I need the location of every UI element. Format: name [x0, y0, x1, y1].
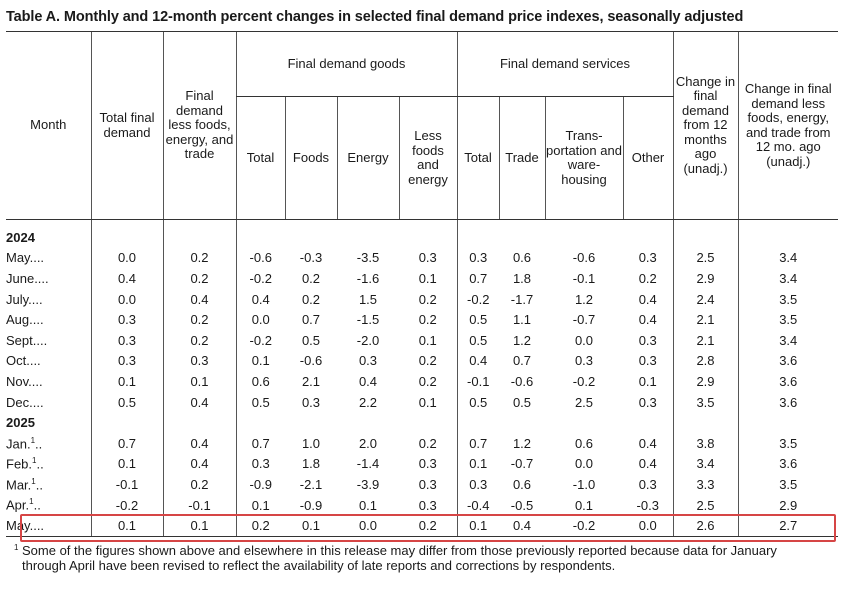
value-cell: 3.5 [738, 433, 838, 454]
value-cell: 0.2 [163, 474, 236, 495]
month-cell [6, 248, 91, 269]
value-cell: 0.4 [236, 289, 285, 310]
month-label: Apr. [6, 497, 30, 513]
value-cell: 0.1 [163, 515, 236, 536]
table-row [6, 371, 838, 392]
value-cell: -0.6 [572, 250, 596, 266]
value-cell: -0.4 [457, 495, 499, 516]
month-leader: .. [33, 497, 41, 513]
table-body [6, 220, 838, 537]
table-row [6, 433, 838, 454]
month-cell [6, 454, 91, 475]
value-cell: 0.4 [163, 392, 236, 413]
value-cell: 0.6 [512, 476, 532, 492]
value-cell: -0.1 [91, 474, 163, 495]
value-cell: 3.6 [738, 351, 838, 372]
value-cell: 2.1 [301, 373, 321, 389]
value-cell: 0.1 [457, 515, 499, 536]
value-cell: 0.3 [457, 474, 499, 495]
value-cell: -0.2 [91, 495, 163, 516]
value-cell: 3.4 [738, 248, 838, 269]
value-cell: 0.3 [418, 497, 437, 513]
value-cell: 0.5 [457, 392, 499, 413]
value-cell: 0.6 [512, 250, 532, 266]
month-cell [6, 289, 91, 310]
value-cell: -0.1 [572, 270, 596, 286]
value-cell: 0.2 [418, 353, 437, 369]
value-cell: 3.5 [738, 289, 838, 310]
value-cell: 2.5 [574, 394, 594, 410]
value-cell: -2.1 [299, 476, 323, 492]
value-cell: -0.3 [299, 250, 323, 266]
value-cell: -0.7 [510, 456, 534, 472]
month-leader: .. [36, 456, 44, 472]
value-cell: 0.4 [91, 268, 163, 289]
value-cell: 0.2 [418, 312, 437, 328]
value-cell: 0.4 [163, 454, 236, 475]
value-cell: 2.4 [673, 289, 738, 310]
value-cell: 0.4 [457, 351, 499, 372]
value-cell: 3.4 [738, 268, 838, 289]
month-label: May.... [6, 518, 45, 534]
month-cell [6, 392, 91, 413]
table-row [6, 495, 838, 516]
value-cell: 0.7 [512, 353, 532, 369]
value-cell: 0.4 [499, 515, 545, 536]
value-cell: 3.5 [738, 474, 838, 495]
value-cell: 0.4 [638, 312, 657, 328]
value-cell: 0.2 [163, 330, 236, 351]
month-label: July.... [6, 291, 43, 307]
value-cell: 0.1 [285, 515, 337, 536]
value-cell: 0.2 [418, 291, 437, 307]
month-label: Dec.... [6, 394, 44, 410]
value-cell: 0.2 [163, 248, 236, 269]
value-cell: 2.7 [738, 515, 838, 536]
value-cell: 1.8 [301, 456, 321, 472]
value-cell: 2.1 [673, 309, 738, 330]
table-row [6, 474, 838, 495]
value-cell: 0.1 [638, 373, 657, 389]
value-cell: 0.0 [91, 289, 163, 310]
value-cell: 1.0 [301, 435, 321, 451]
value-cell: 0.0 [337, 515, 399, 536]
value-cell: -1.0 [572, 476, 596, 492]
value-cell: 0.4 [638, 456, 657, 472]
value-cell: 0.0 [236, 309, 285, 330]
value-cell: 0.7 [236, 433, 285, 454]
value-cell: -0.7 [572, 312, 596, 328]
value-cell: 0.4 [163, 289, 236, 310]
month-cell [6, 433, 91, 454]
value-cell: 3.6 [738, 392, 838, 413]
value-cell: 0.5 [457, 330, 499, 351]
month-label: Feb. [6, 456, 33, 472]
table-row [6, 309, 838, 330]
value-cell: 3.4 [738, 330, 838, 351]
value-cell: 2.5 [673, 248, 738, 269]
header-services-group: Final demand services [457, 32, 673, 97]
table-title: Table A. Monthly and 12-month percent changes in selected final demand price indexes, seasonally adjusted [6, 9, 744, 25]
footnote-ref: 1 [31, 476, 36, 486]
value-cell: 0.1 [457, 454, 499, 475]
value-cell: -1.4 [356, 456, 380, 472]
value-cell: 0.1 [358, 497, 378, 513]
value-cell: -1.7 [510, 291, 534, 307]
value-cell: 3.8 [673, 433, 738, 454]
header-services-trade: Trade [499, 97, 545, 220]
value-cell: 2.2 [358, 394, 378, 410]
value-cell: 0.2 [418, 435, 437, 451]
header-goods-less-foods-energy: Less foods and energy [399, 97, 457, 220]
value-cell: 3.5 [673, 392, 738, 413]
value-cell: 0.1 [418, 394, 437, 410]
month-label: Sept.... [6, 332, 48, 348]
month-label: Aug.... [6, 312, 44, 328]
value-cell: 0.3 [638, 476, 657, 492]
value-cell: 0.1 [163, 371, 236, 392]
header-final-demand-less: Final demand less foods, energy, and trade [163, 32, 236, 220]
value-cell: -1.6 [356, 270, 380, 286]
value-cell: -0.3 [636, 497, 659, 513]
month-label: Oct.... [6, 353, 41, 369]
value-cell: 0.5 [91, 392, 163, 413]
value-cell: 1.1 [512, 312, 532, 328]
month-cell [6, 309, 91, 330]
value-cell: 0.3 [418, 250, 437, 266]
header-change-12-months: Change in final demand from 12 months ago (unadj.) [673, 32, 738, 220]
value-cell: 0.6 [236, 371, 285, 392]
value-cell: 0.1 [574, 497, 594, 513]
value-cell: 0.5 [236, 392, 285, 413]
value-cell: 2.5 [673, 495, 738, 516]
month-cell [6, 495, 91, 516]
month-label: Nov.... [6, 373, 43, 389]
value-cell: 0.2 [301, 270, 321, 286]
value-cell: 0.3 [638, 250, 657, 266]
table-row [6, 392, 838, 413]
value-cell: -0.1 [163, 495, 236, 516]
footnote-text: Some of the figures shown above and elsewhere in this release may differ from those previously reported because data for January through April have been revised to reflect the availability of late reports and corrections by respondents. [22, 543, 777, 573]
price-index-table [6, 31, 838, 537]
footnote-ref: 1 [32, 456, 37, 466]
value-cell: 0.1 [236, 351, 285, 372]
value-cell: 0.3 [91, 330, 163, 351]
value-cell: 0.2 [399, 515, 457, 536]
value-cell: 0.0 [574, 456, 594, 472]
value-cell: 0.4 [638, 435, 657, 451]
year-row-2024 [6, 227, 838, 248]
value-cell: 0.4 [163, 433, 236, 454]
value-cell: 1.5 [358, 291, 378, 307]
value-cell: 3.6 [738, 371, 838, 392]
header-goods-total: Total [236, 97, 285, 220]
header-services-transportation: Trans- portation and ware- housing [545, 97, 623, 220]
value-cell: 0.7 [457, 268, 499, 289]
value-cell: 0.3 [418, 456, 437, 472]
footnote [14, 543, 822, 573]
header-month: Month [6, 32, 91, 220]
table-row [6, 515, 838, 536]
table-row [6, 454, 838, 475]
value-cell: 2.9 [673, 371, 738, 392]
value-cell: 0.0 [623, 515, 673, 536]
value-cell: 2.1 [673, 330, 738, 351]
month-label: June.... [6, 270, 49, 286]
table-row [6, 330, 838, 351]
value-cell: -3.9 [356, 476, 380, 492]
value-cell: 0.1 [418, 332, 437, 348]
value-cell: 0.6 [574, 435, 594, 451]
year-row-2025 [6, 412, 838, 433]
table-row [6, 268, 838, 289]
value-cell: 0.4 [638, 291, 657, 307]
month-cell [6, 268, 91, 289]
value-cell: 0.3 [91, 309, 163, 330]
value-cell: 0.3 [301, 394, 321, 410]
year-label: 2024 [6, 229, 35, 245]
value-cell: -0.2 [457, 289, 499, 310]
value-cell: 2.9 [738, 495, 838, 516]
value-cell: 0.2 [301, 291, 321, 307]
value-cell: 1.2 [574, 291, 594, 307]
value-cell: 0.1 [91, 454, 163, 475]
value-cell: -0.9 [236, 474, 285, 495]
value-cell: -0.6 [236, 248, 285, 269]
header-goods-group: Final demand goods [236, 32, 457, 97]
header-services-other: Other [623, 97, 673, 220]
value-cell: 0.1 [236, 495, 285, 516]
value-cell: 0.0 [91, 248, 163, 269]
month-cell [6, 371, 91, 392]
month-cell [6, 515, 91, 536]
value-cell: 1.2 [512, 332, 532, 348]
value-cell: -0.5 [510, 497, 534, 513]
value-cell: 0.2 [638, 270, 657, 286]
value-cell: 0.0 [574, 332, 594, 348]
footnote-mark: 1 [14, 543, 19, 552]
value-cell: 2.6 [673, 515, 738, 536]
value-cell: 2.0 [358, 435, 378, 451]
value-cell: 0.3 [638, 332, 657, 348]
value-cell: 1.2 [512, 435, 532, 451]
table-row [6, 289, 838, 310]
year-label: 2025 [6, 415, 35, 431]
value-cell: 0.7 [457, 433, 499, 454]
month-cell [6, 351, 91, 372]
value-cell: 0.1 [418, 270, 437, 286]
header-goods-foods: Foods [285, 97, 337, 220]
header-goods-energy: Energy [337, 97, 399, 220]
month-cell [6, 474, 91, 495]
value-cell: 1.8 [512, 270, 532, 286]
value-cell: 3.4 [673, 454, 738, 475]
value-cell: 0.1 [91, 371, 163, 392]
value-cell: 3.3 [673, 474, 738, 495]
header-change-core-12-months: Change in final demand less foods, energy, and trade from 12 mo. ago (unadj.) [738, 32, 838, 220]
value-cell: 0.2 [236, 515, 285, 536]
value-cell: -2.0 [356, 332, 380, 348]
value-cell: 0.3 [163, 351, 236, 372]
table-row [6, 351, 838, 372]
value-cell: -0.6 [299, 353, 323, 369]
value-cell: 0.3 [638, 353, 657, 369]
value-cell: 0.5 [457, 309, 499, 330]
value-cell: 0.5 [301, 332, 321, 348]
value-cell: 0.7 [91, 433, 163, 454]
footnote-ref: 1 [29, 497, 34, 507]
value-cell: -0.2 [236, 268, 285, 289]
value-cell: 0.3 [457, 248, 499, 269]
value-cell: -0.2 [545, 515, 623, 536]
header-services-total: Total [457, 97, 499, 220]
table-row [6, 248, 838, 269]
value-cell: 0.5 [512, 394, 532, 410]
value-cell: 3.6 [738, 454, 838, 475]
value-cell: 0.3 [358, 353, 378, 369]
value-cell: 2.8 [673, 351, 738, 372]
value-cell: 3.5 [738, 309, 838, 330]
value-cell: 0.4 [358, 373, 378, 389]
value-cell: 0.2 [163, 268, 236, 289]
month-cell [6, 330, 91, 351]
value-cell: -0.1 [457, 371, 499, 392]
value-cell: -1.5 [356, 312, 380, 328]
value-cell: 0.3 [574, 353, 594, 369]
value-cell: 0.2 [418, 373, 437, 389]
month-label: Mar. [6, 477, 32, 493]
month-label: Jan. [6, 435, 31, 451]
value-cell: -0.2 [236, 330, 285, 351]
value-cell: -0.9 [299, 497, 323, 513]
value-cell: 0.3 [236, 454, 285, 475]
value-cell: 0.3 [418, 476, 437, 492]
value-cell: 0.1 [91, 515, 163, 536]
month-leader: .. [35, 477, 43, 493]
value-cell: 0.7 [301, 312, 321, 328]
month-label: May.... [6, 250, 45, 266]
value-cell: 0.3 [638, 394, 657, 410]
month-leader: .. [35, 435, 43, 451]
value-cell: -0.6 [510, 373, 534, 389]
value-cell: 2.9 [673, 268, 738, 289]
value-cell: 0.2 [163, 309, 236, 330]
value-cell: -0.2 [572, 373, 596, 389]
footnote-ref: 1 [30, 435, 36, 445]
value-cell: -3.5 [356, 250, 380, 266]
value-cell: 0.3 [91, 351, 163, 372]
header-total-final-demand: Total final demand [91, 32, 163, 220]
